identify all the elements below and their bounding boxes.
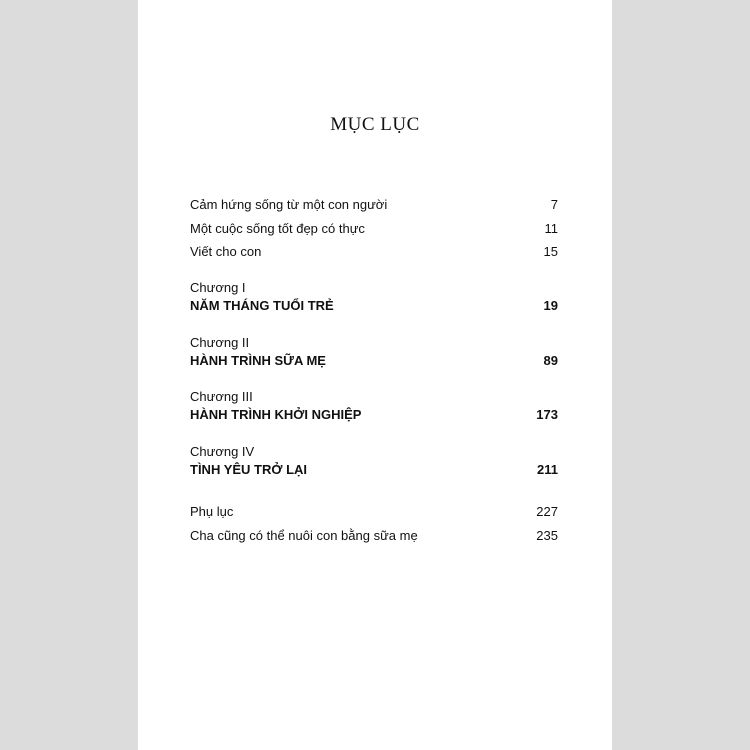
chapter-page: 173 (536, 407, 558, 422)
chapter-entry (190, 296, 558, 316)
toc-entry (190, 242, 558, 262)
chapter-title: NĂM THÁNG TUỔI TRẺ (190, 298, 334, 313)
toc-entry-page: 15 (543, 244, 558, 259)
chapter-label (190, 387, 558, 407)
toc-entry (190, 195, 558, 215)
chapter-entry (190, 405, 558, 425)
page-title: MỤC LỤC (330, 114, 420, 135)
toc-entry (190, 219, 558, 239)
toc-entry-page: 11 (544, 221, 558, 236)
toc-entry-page: 235 (536, 528, 558, 543)
chapter-title: HÀNH TRÌNH KHỞI NGHIỆP (190, 407, 362, 422)
chapter-page: 211 (537, 462, 558, 477)
chapter-page: 89 (543, 353, 558, 368)
chapter-label (190, 442, 558, 462)
chapter-number: Chương I (190, 280, 246, 295)
toc-entry-label: Viết cho con (190, 244, 262, 259)
toc-entry-page: 7 (550, 197, 558, 212)
chapter-entry (190, 351, 558, 371)
chapter-number: Chương III (190, 389, 253, 404)
toc-entry (190, 526, 558, 546)
chapter-number: Chương IV (190, 444, 255, 459)
book-page (138, 0, 612, 750)
chapter-number: Chương II (190, 335, 250, 350)
chapter-title: HÀNH TRÌNH SỮA MẸ (190, 353, 326, 368)
chapter-page: 19 (543, 298, 558, 313)
toc-entry (190, 502, 558, 522)
toc-entry-page: 227 (536, 504, 558, 519)
chapter-entry (190, 460, 558, 480)
toc-entry-label: Cảm hứng sống từ một con người (190, 197, 388, 212)
chapter-title: TÌNH YÊU TRỞ LẠI (190, 462, 308, 477)
toc-entry-label: Một cuộc sống tốt đẹp có thực (190, 221, 365, 236)
chapter-label (190, 333, 558, 353)
chapter-label (190, 278, 558, 298)
toc-entry-label: Phụ lục (190, 504, 234, 519)
toc-entry-label: Cha cũng có thể nuôi con bằng sữa mẹ (190, 528, 418, 543)
